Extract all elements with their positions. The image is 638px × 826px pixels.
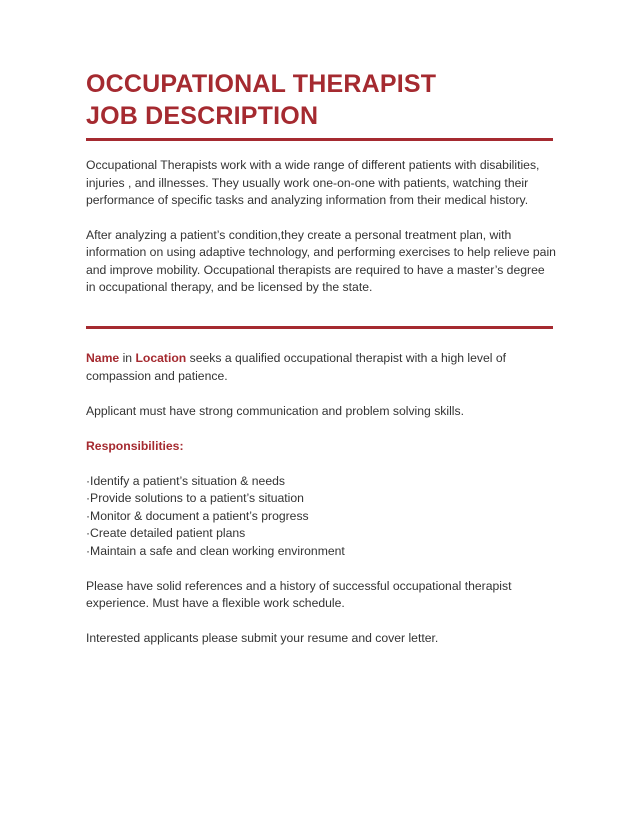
list-item: ·Identify a patient’s situation & needs	[86, 473, 285, 488]
list-item: ·Maintain a safe and clean working environment	[86, 543, 345, 558]
list-item: ·Monitor & document a patient’s progress	[86, 508, 309, 523]
spacer	[86, 560, 556, 578]
spacer	[86, 613, 556, 631]
spacer	[86, 420, 556, 438]
seeks-rest-text: seeks a qualified occupational therapist with a high level of compassion and patience.	[86, 351, 507, 383]
document-title	[86, 68, 566, 132]
responsibilities-heading: Responsibilities:	[86, 438, 184, 453]
list-item: ·Provide solutions to a patient’s situation	[86, 491, 304, 505]
intro-paragraph-1: Occupational Therapists work with a wide range of different patients with disabilities, injuries , and illnesses. They usually work one-on-one with patients, watching their performance of specific tasks and analyzing information from their medical history.	[86, 158, 540, 207]
intro-section	[86, 157, 556, 297]
title-line-1: OCCUPATIONAL THERAPIST	[86, 70, 437, 98]
spacer	[86, 455, 556, 473]
company-name-placeholder: Name	[86, 351, 120, 365]
title-line-2: JOB DESCRIPTION	[86, 102, 319, 130]
references-paragraph: Please have solid references and a history of successful occupational therapist experience. Must have a flexible work schedule.	[86, 578, 512, 610]
title-divider	[86, 138, 553, 141]
spacer	[86, 385, 556, 403]
intro-paragraph-2: After analyzing a patient’s condition,they create a personal treatment plan, with information on using adaptive technology, and performing exercises to help relieve pain and improve mobility. Occupational therapists are required to have a master’s degree in occupational therapy, and be licensed by the state.	[86, 227, 556, 294]
list-item: ·Create detailed patient plans	[86, 526, 246, 540]
location-placeholder: Location	[135, 351, 187, 365]
seeks-in-text: in	[119, 351, 136, 365]
seeks-paragraph	[86, 350, 556, 385]
skills-paragraph: Applicant must have strong communication and problem solving skills.	[86, 403, 464, 418]
job-details-section	[86, 350, 556, 648]
section-divider	[86, 326, 553, 329]
responsibilities-list	[86, 473, 556, 561]
closing-paragraph: Interested applicants please submit your resume and cover letter.	[86, 631, 439, 645]
